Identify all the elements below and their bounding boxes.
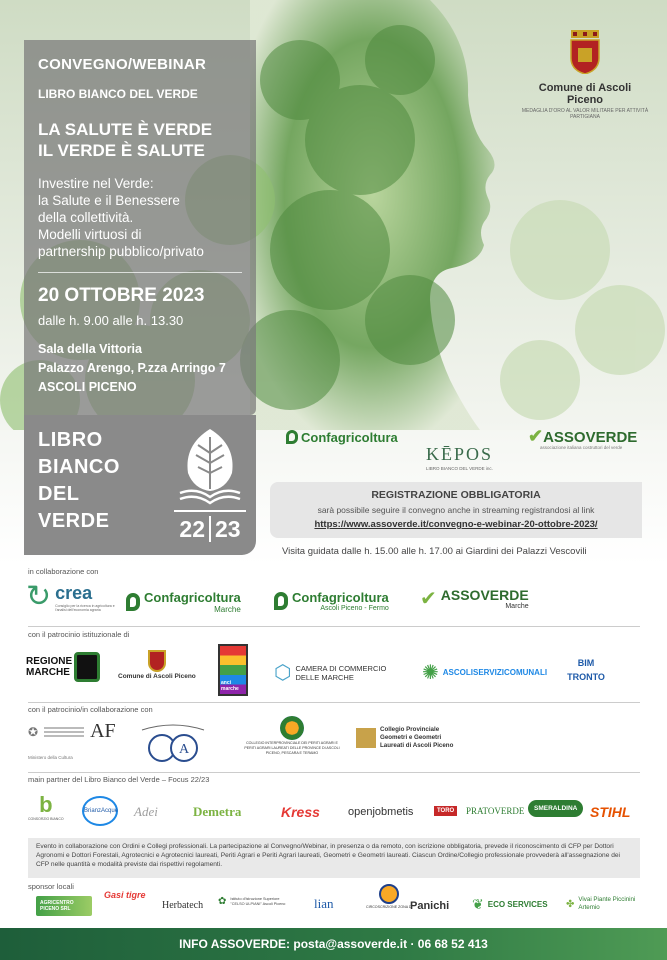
sponsor-logo	[366, 884, 412, 909]
collegio-geometri-logo	[356, 726, 466, 750]
year-left: 22	[179, 516, 205, 542]
star-flower-icon: ✺	[422, 662, 439, 684]
partner-name: openjobmetis	[348, 806, 414, 818]
collegio-periti-logo	[244, 716, 340, 756]
comune-name: Comune di Ascoli Piceno	[538, 82, 632, 106]
book-title-line: DEL	[38, 483, 80, 505]
partner-name: TORO	[434, 806, 457, 816]
partner-name: Kress	[281, 804, 320, 820]
emblem-icon: ✪	[28, 724, 39, 739]
sponsor-logo	[314, 896, 334, 912]
confagricoltura-icon	[286, 430, 298, 444]
event-title-box	[24, 40, 256, 415]
partner-logo	[28, 794, 64, 821]
book-title-line: LIBRO	[38, 429, 103, 451]
assoverde-check-icon: ✔	[528, 426, 544, 446]
sponsor-name: CIRCOSCRIZIONE ZONA D	[366, 905, 412, 909]
partner-name: Demetra	[193, 804, 242, 819]
ministero-label: Ministero della Cultura	[28, 755, 73, 760]
divider	[28, 626, 640, 627]
event-date: 20 OTTOBRE 2023	[38, 285, 205, 306]
crea-subtitle: Consiglio per la ricerca in agricoltura e l'analisi dell'economia agraria	[55, 603, 115, 612]
divider	[28, 702, 640, 703]
sponsor-logo	[566, 896, 648, 912]
subtitle-line: partnership pubblico/privato	[38, 244, 204, 259]
kepos-logo: KĒPOS	[426, 444, 494, 464]
partner-logo	[193, 804, 241, 820]
sponsor-name: ECO SERVICES	[487, 900, 548, 909]
regione-label: REGIONE MARCHE	[26, 656, 73, 678]
year-right: 23	[215, 516, 241, 542]
collegio-geometri-label: Collegio Provinciale Geometri e Geometri Laureati di Ascoli Piceno	[380, 726, 454, 749]
registration-text: sarà possibile seguire il convegno anche in streaming registrandosi al link	[317, 505, 595, 515]
sponsor-logo	[162, 900, 203, 911]
kepos-subtitle: LIBRO BIANCO DEL VERDE inc.	[426, 466, 493, 471]
subtitle-line: Investire nel Verde:	[38, 176, 154, 191]
camera-hexagon-icon: ⬡	[274, 662, 292, 684]
assoverde-check-icon: ✔	[420, 588, 437, 610]
regione-marche-logo	[26, 652, 100, 682]
sponsor-name: Vivai Piante Piccinini Artemio	[578, 896, 636, 911]
ordine-agronomi-logo	[140, 720, 206, 764]
confagricoltura-icon	[126, 593, 140, 611]
collegio-periti-icon	[280, 716, 304, 740]
confagricoltura-label: Confagricoltura	[301, 430, 398, 445]
sponsor-name: Herbatech	[162, 900, 204, 911]
confagricoltura-marche-logo	[126, 590, 241, 614]
partner-logo	[528, 800, 583, 817]
ascoli-servizi-label: ASCOLISERVIZICOMUNALI	[442, 668, 548, 677]
main-partner-label: main partner del Libro Bianco del Verde – Focus 22/23	[28, 775, 210, 784]
patronage2-label: con il patrocinio/in collaborazione con	[28, 705, 153, 714]
leaf-book-icon	[174, 423, 246, 505]
vivai-leaf-icon: ✤	[566, 898, 575, 910]
sponsor-name: Gasi tigre	[104, 890, 146, 900]
comune-ascoli-logo	[118, 650, 196, 680]
sponsor-logo	[36, 896, 92, 916]
anci-marche-logo	[218, 644, 248, 696]
sponsor-name: lian	[314, 896, 334, 911]
school-emblem-icon: ✿	[218, 896, 227, 907]
collab-label: in collaborazione con	[28, 567, 99, 576]
sponsor-logo	[104, 890, 146, 900]
crest-icon	[567, 30, 603, 74]
sponsor-name: AGRICENTRO PICENO SRL	[36, 896, 92, 916]
confagri-marche-sub: Marche	[214, 605, 241, 614]
confagricoltura-ap-logo	[274, 590, 389, 612]
subtitle-line: della collettività.	[38, 210, 134, 225]
crest-icon	[148, 650, 166, 672]
book-title	[38, 427, 120, 535]
sponsor-logo	[472, 896, 548, 913]
subtitle	[38, 175, 242, 260]
partner-name: Adei	[134, 804, 158, 819]
collegio-geometri-icon	[356, 728, 376, 748]
partner-logo	[434, 806, 457, 816]
crea-swirl-icon: ↻	[26, 580, 52, 613]
confagri-ap-label: Confagricoltura	[292, 590, 389, 605]
confagricoltura-icon	[274, 592, 288, 610]
sponsor-name: Istituto d'Istruzione Superiore "CELSO ULPIANI" Ascoli Piceno	[230, 896, 286, 906]
ordine-seal-icon	[140, 720, 206, 764]
collegio-periti-label: COLLEGIO INTERPROVINCIALE DEI PERITI AGRARI E PERITI AGRARI LAUREATI DELLE PROVINCE DI ASCOLI PICENO, PESCARA E TERAMO	[244, 741, 340, 755]
svg-text:A: A	[178, 742, 190, 757]
assoverde-marche-sub: Marche	[505, 603, 529, 610]
patronage-label: con il patrocinio istituzionale di	[28, 630, 130, 639]
libro-bianco-badge	[24, 415, 256, 555]
camera-label: CAMERA DI COMMERCIO DELLE MARCHE	[295, 663, 387, 682]
footer-info-bar: INFO ASSOVERDE: posta@assoverde.it · 06 68 52 413	[0, 928, 667, 960]
registration-box	[270, 482, 642, 538]
partner-logo	[134, 804, 158, 820]
ascoli-servizi-logo	[422, 660, 547, 685]
assoverde-label: ASSOVERDE	[543, 429, 638, 446]
book-title-line: VERDE	[38, 510, 110, 532]
partner-name: CONSORZIO BIANCO	[28, 817, 64, 821]
partner-logo	[466, 806, 524, 816]
guided-visit-note: Visita guidata dalle h. 15.00 alle h. 17.00 ai Giardini dei Palazzi Vescovili	[282, 546, 587, 557]
sponsor-logo	[410, 900, 449, 912]
af-monogram-icon: AF	[90, 720, 116, 742]
confagricoltura-logo	[286, 430, 398, 445]
event-venue	[38, 340, 242, 397]
divider	[28, 772, 640, 773]
crea-label: crea	[55, 582, 93, 603]
sponsor-name: Panichi	[410, 900, 450, 912]
headline-line-2: IL VERDE È SALUTE	[38, 141, 205, 160]
headline-line-1: LA SALUTE È VERDE	[38, 120, 213, 139]
sponsor-label: sponsor locali	[28, 882, 74, 891]
headline	[38, 119, 242, 161]
assoverde-subtitle: associazione italiana costruttori del verde	[540, 445, 623, 450]
venue-line: Palazzo Arengo, P.zza Arringo 7	[38, 361, 226, 375]
crea-logo	[26, 582, 115, 612]
book-year	[174, 510, 246, 543]
partner-logo	[281, 804, 320, 820]
consorzio-b-icon: b	[39, 792, 53, 817]
venue-line: Sala della Vittoria	[38, 342, 142, 356]
comune-logo	[520, 30, 650, 120]
bim-tronto-logo	[562, 656, 610, 684]
registration-link[interactable]: https://www.assoverde.it/convegno-e-webinar-20-ottobre-2023/	[314, 519, 598, 530]
ministero-logo	[28, 720, 116, 760]
cfp-disclaimer: Evento in collaborazione con Ordini e Collegi professionali. La partecipazione al Convegno/Webinar, in presenza o da remoto, con iscrizione obbligatoria, prevede il riconoscimento di CFP per Dottori Agronomi e Dottori Forestali, Agrotecnici e Agrotecnici laureati, Periti Agrari e Periti Agrari laureati, Geometri e Geometri laureati. Ciascun Ordine/Collegio professionale provvederà all'assegnazione dei CFP nelle quantità e modalità previste dai rispettivi regolamenti.	[28, 838, 640, 878]
partner-logo	[82, 796, 118, 826]
comune-label: Comune di Ascoli Piceno	[118, 673, 196, 680]
partner-name: STIHL	[590, 804, 631, 820]
assoverde-marche-label: ASSOVERDE	[440, 587, 529, 603]
sponsor-logo	[218, 896, 290, 907]
lions-emblem-icon	[379, 884, 399, 904]
bim-label: BIM TRONTO	[567, 658, 605, 682]
confagri-marche-label: Confagricoltura	[144, 590, 241, 605]
event-hours: dalle h. 9.00 alle h. 13.30	[38, 313, 184, 328]
comune-subtitle: MEDAGLIA D'ORO AL VALOR MILITARE PER ATTIVITÀ PARTIGIANA	[521, 108, 649, 120]
event-type: CONVEGNO/WEBINAR	[38, 56, 207, 73]
series-name: LIBRO BIANCO DEL VERDE	[38, 87, 198, 101]
divider	[38, 272, 242, 273]
partner-name: PRATOVERDE	[466, 806, 525, 816]
anci-label: anci marche	[221, 680, 239, 692]
subtitle-line: Modelli virtuosi di	[38, 227, 142, 242]
assoverde-logo	[528, 426, 637, 447]
assoverde-marche-logo	[420, 586, 529, 611]
regione-marche-icon	[74, 652, 100, 682]
venue-line: ASCOLI PICENO	[38, 380, 137, 394]
confagri-ap-sub: Ascoli Piceno - Fermo	[320, 605, 389, 612]
subtitle-line: la Salute e il Benessere	[38, 193, 180, 208]
partner-logo	[590, 804, 630, 820]
book-title-line: BIANCO	[38, 456, 120, 478]
eco-leaf-icon: ❦	[472, 896, 484, 912]
partner-name: BrianzAcque	[82, 796, 118, 826]
partner-name: SMERALDINA	[528, 800, 583, 817]
registration-title: REGISTRAZIONE OBBLIGATORIA	[371, 489, 541, 501]
partner-logo	[348, 806, 413, 818]
camera-commercio-logo	[274, 660, 395, 685]
